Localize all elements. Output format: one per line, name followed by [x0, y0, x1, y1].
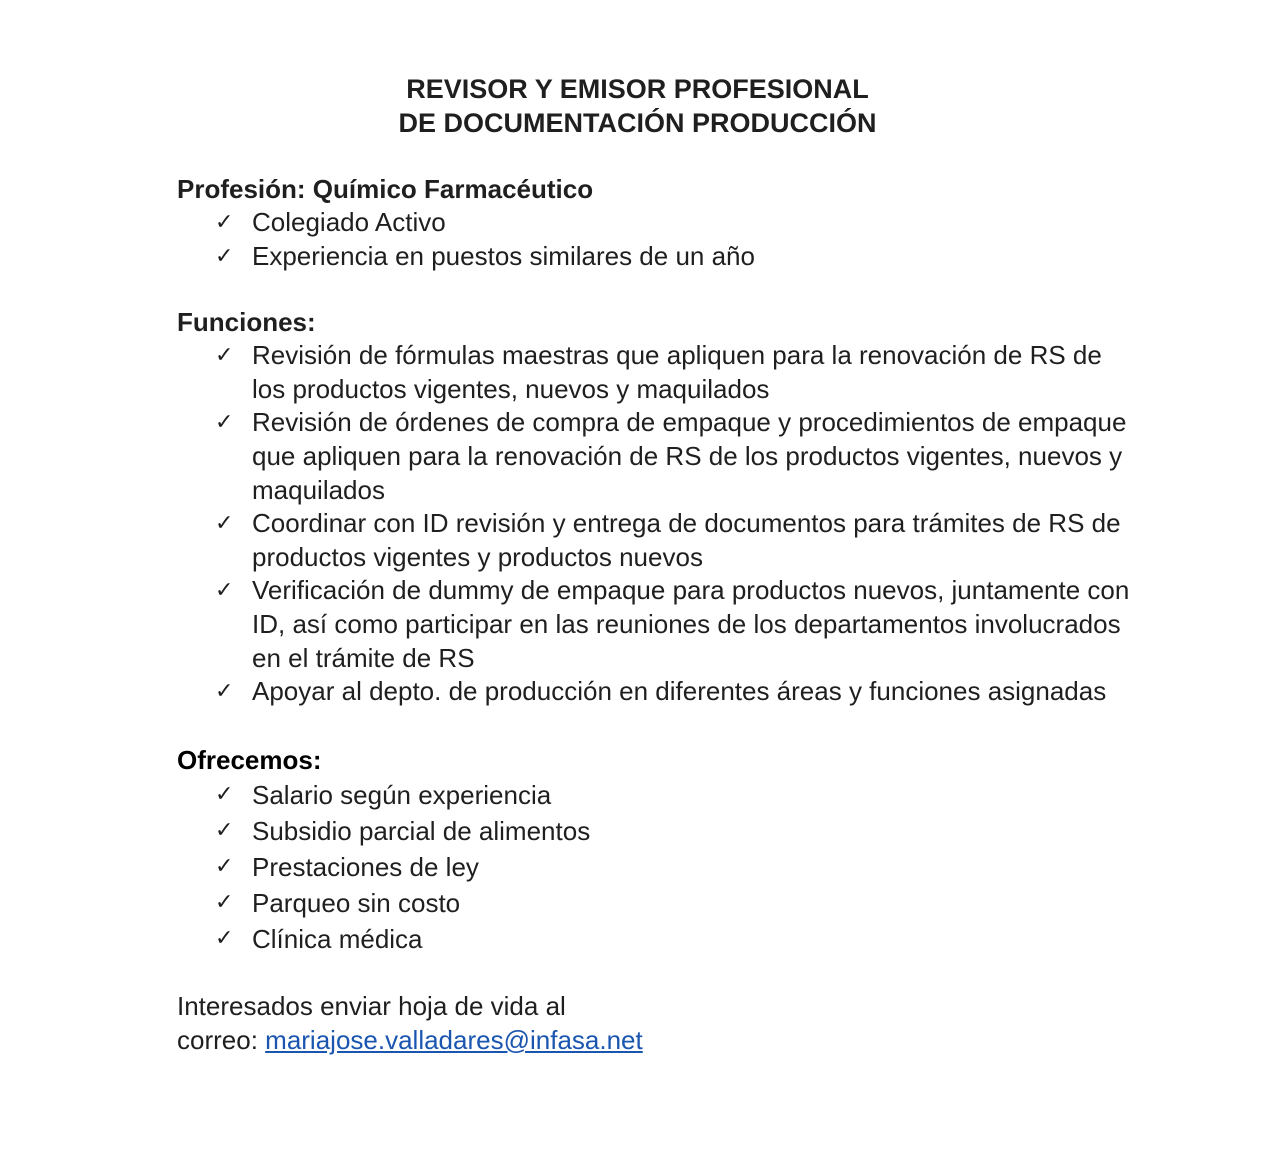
list-item — [177, 885, 1137, 921]
list-item-text: Clínica médica — [252, 923, 423, 954]
email-link[interactable]: mariajose.valladares@infasa.net — [265, 1024, 643, 1055]
check-mark-icon: ✓ — [215, 889, 234, 915]
check-mark-icon: ✓ — [215, 210, 234, 235]
offers-heading: Ofrecemos: — [177, 744, 322, 775]
job-title — [0, 72, 1275, 140]
check-mark-icon: ✓ — [215, 853, 234, 879]
list-item-text: Revisión de fórmulas maestras que apliquen para la renovación de RS de los productos vigentes, nuevos y maquilados — [252, 340, 1102, 404]
list-item-text: Prestaciones de ley — [252, 851, 479, 882]
check-mark-icon: ✓ — [215, 243, 234, 269]
contact-info — [177, 989, 1137, 1057]
list-item — [177, 921, 1137, 957]
check-mark-icon: ✓ — [215, 343, 234, 369]
functions-list — [177, 339, 1137, 709]
list-item — [177, 777, 1137, 813]
list-item-text: Subsidio parcial de alimentos — [252, 815, 591, 846]
functions-heading: Funciones: — [177, 307, 316, 338]
check-mark-icon: ✓ — [215, 410, 234, 436]
check-mark-icon: ✓ — [215, 817, 234, 843]
list-item — [177, 574, 1137, 675]
list-item-text: Coordinar con ID revisión y entrega de documentos para trámites de RS de productos vigentes y productos nuevos — [252, 508, 1121, 572]
list-item — [177, 849, 1137, 885]
document-body — [177, 172, 1137, 1057]
list-item-text: Colegiado Activo — [252, 207, 446, 237]
list-item-text: Salario según experiencia — [252, 779, 552, 810]
list-item — [177, 240, 1137, 274]
offers-list — [177, 777, 1137, 957]
list-item — [177, 339, 1137, 406]
check-mark-icon: ✓ — [215, 925, 234, 951]
list-item — [177, 406, 1137, 507]
list-item-text: Verificación de dummy de empaque para productos nuevos, juntamente con ID, así como participar en las reuniones de los departamentos involucrados en el trámite de RS — [252, 575, 1130, 673]
check-mark-icon: ✓ — [215, 781, 234, 807]
list-item — [177, 675, 1137, 709]
list-item-text: Apoyar al depto. de producción en diferentes áreas y funciones asignadas — [252, 676, 1107, 707]
job-title-line-2: DE DOCUMENTACIÓN PRODUCCIÓN — [398, 108, 877, 138]
email-prefix: correo: — [177, 1024, 266, 1055]
check-mark-icon: ✓ — [215, 511, 234, 537]
job-title-line-1: REVISOR Y EMISOR PROFESIONAL — [406, 74, 869, 104]
list-item-text: Parqueo sin costo — [252, 887, 461, 918]
profession-list — [177, 206, 1137, 273]
list-item-text: Revisión de órdenes de compra de empaque y procedimientos de empaque que apliquen para la renovación de RS de los productos vigentes, nuevos y maquilados — [252, 407, 1127, 505]
contact-email-line — [177, 1023, 1137, 1057]
check-mark-icon: ✓ — [215, 679, 234, 705]
list-item — [177, 507, 1137, 574]
check-mark-icon: ✓ — [215, 578, 234, 604]
list-item — [177, 813, 1137, 849]
profession-heading: Profesión: Químico Farmacéutico — [177, 174, 594, 204]
contact-instruction: Interesados enviar hoja de vida al — [177, 990, 566, 1021]
list-item-text: Experiencia en puestos similares de un año — [252, 240, 755, 271]
list-item — [177, 206, 1137, 240]
